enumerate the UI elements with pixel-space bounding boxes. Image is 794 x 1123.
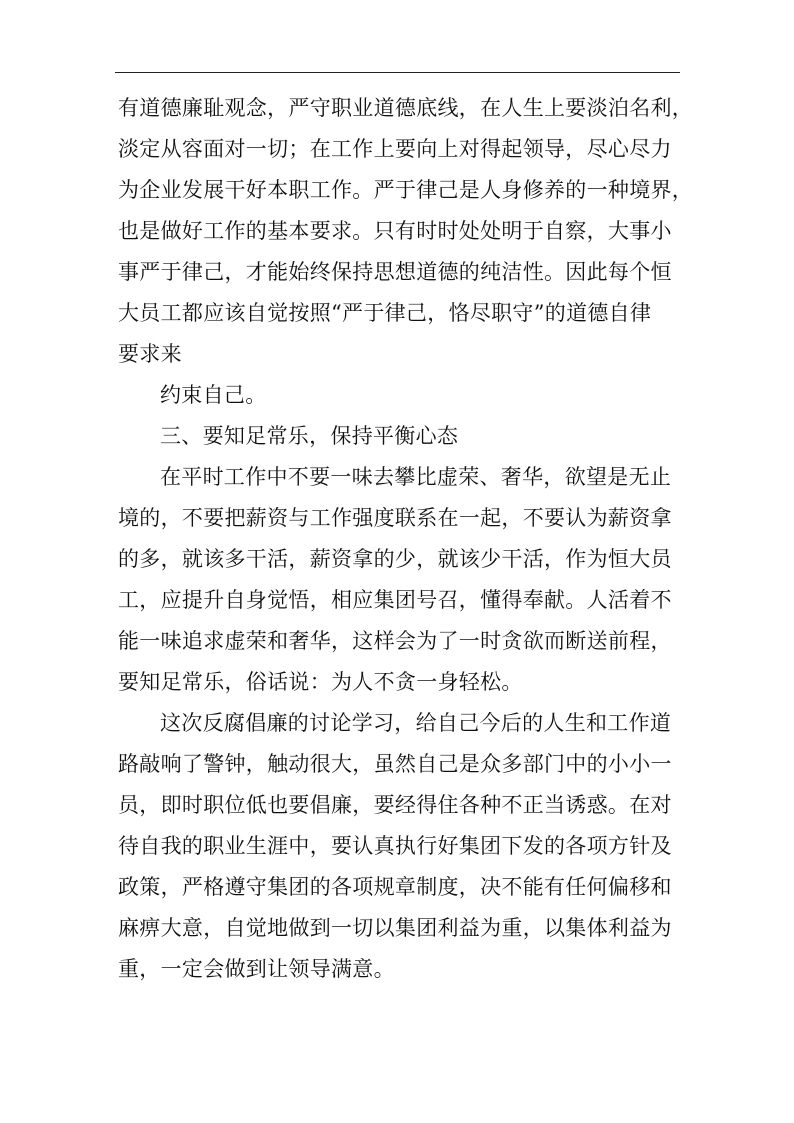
text-line: 麻痹大意，自觉地做到一切以集团利益为重，以集体利益为 <box>118 916 672 940</box>
section-heading-3 <box>118 416 678 457</box>
paragraph-1 <box>118 88 694 375</box>
text-line: 重，一定会做到让领导满意。 <box>118 957 395 981</box>
text-line: 工，应提升自身觉悟，相应集团号召，懂得奉献。人活着不 <box>118 588 672 612</box>
section-heading-text: 三、要知足常乐，保持平衡心态 <box>160 424 459 448</box>
paragraph-4 <box>118 703 678 990</box>
header-rule <box>115 72 680 73</box>
text-line: 要知足常乐，俗话说：为人不贪一身轻松。 <box>118 670 523 694</box>
text-line: 有道德廉耻观念，严守职业道德底线，在人生上要淡泊名利， <box>118 96 694 120</box>
text-line: 在平时工作中不要一味去攀比虚荣、奢华，欲望是无止 <box>160 465 672 489</box>
text-line: 为企业发展干好本职工作。严于律己是人身修养的一种境界， <box>118 178 694 202</box>
text-line: 这次反腐倡廉的讨论学习，给自己今后的人生和工作道 <box>160 711 672 735</box>
text-line: 能一味追求虚荣和奢华，这样会为了一时贪欲而断送前程， <box>118 629 672 653</box>
text-line: 的多，就该多干活，薪资拿的少，就该少干活，作为恒大员 <box>118 547 672 571</box>
text-line: 境的，不要把薪资与工作强度联系在一起，不要认为薪资拿 <box>118 506 672 530</box>
text-line: 待自我的职业生涯中，要认真执行好集团下发的各项方针及 <box>118 834 672 858</box>
text-line: 淡定从容面对一切；在工作上要向上对得起领导，尽心尽力 <box>118 137 672 161</box>
document-body <box>118 88 694 990</box>
text-line: 大员工都应该自觉按照“严于律己，恪尽职守”的道德自律 <box>118 301 652 325</box>
text-line: 事严于律己，才能始终保持思想道德的纯洁性。因此每个恒 <box>118 260 672 284</box>
text-line: 约束自己。 <box>160 383 267 407</box>
text-line: 员，即时职位低也要倡廉，要经得住各种不正当诱惑。在对 <box>118 793 672 817</box>
text-line: 路敲响了警钟，触动很大，虽然自己是众多部门中的小小一 <box>118 752 672 776</box>
text-line: 政策，严格遵守集团的各项规章制度，决不能有任何偏移和 <box>118 875 672 899</box>
paragraph-2 <box>118 375 678 416</box>
paragraph-3 <box>118 457 678 703</box>
text-line: 要求来 <box>118 342 182 366</box>
text-line: 也是做好工作的基本要求。只有时时处处明于自察，大事小 <box>118 219 672 243</box>
